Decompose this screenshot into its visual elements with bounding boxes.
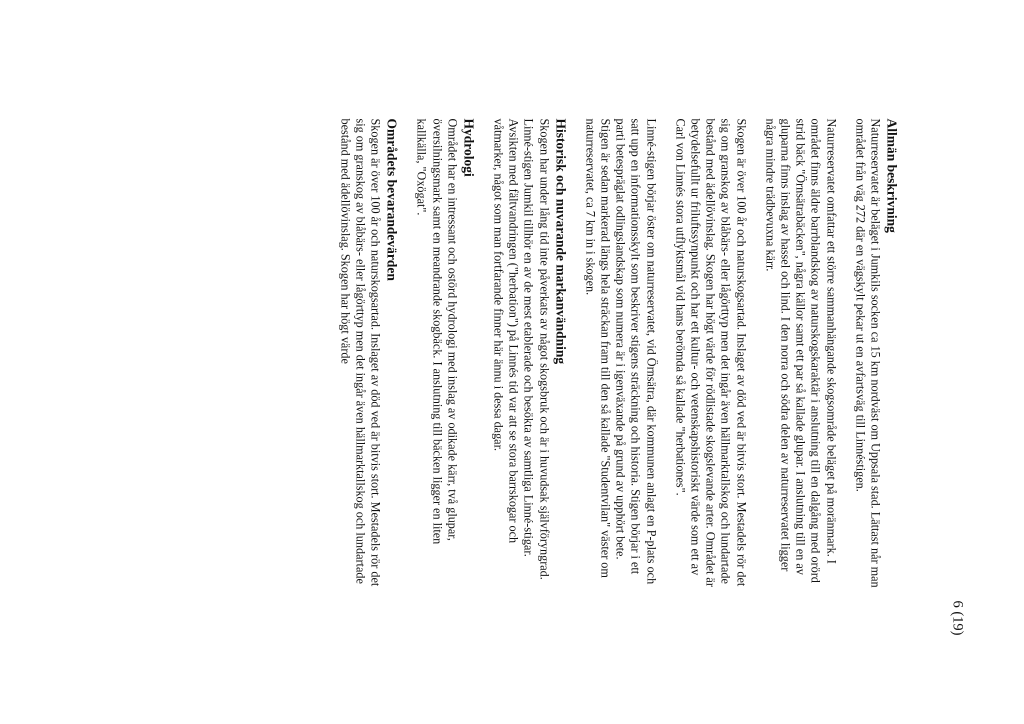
paragraph: Linné-stigen börjar öster om naturreservatet, vid Örnsätra, där kommunen anlagt en P-plats och satt upp en informationsskylt som beskriver stigens sträckning och historia. Stigen börjar i ett parti betespräglat odlingslandskap som numera är i igenväxande på grund av upphört bete. Stigen är sedan markerad längs hela sträckan fram till den så kallade "Studentvilan" väster om naturreservatet, ca 7 km in i skogen. xyxy=(583,118,659,585)
paragraph: Naturreservatet är beläget i Jumkils socken ca 15 km nordväst om Uppsala stad. Lättast når man området från väg 272 där en vägskylt pekar ut en avfartsväg till Linnéstigen. xyxy=(853,118,883,588)
paragraph: Skogen är över 100 år och naturskogsartad. Inslaget av död ved är bitvis stort. Mestadels rör det sig om granskog av blåbärs- eller lågörttyp men det ingår även hällmarktallskog och lundartade bestånd med ädellövinslag. Skogen har högt värde för rödlistade skogslevande arter. Området är betydelsefullt ur friluftssynpunkt och har ett kultur- och vetenskapshistoriskt värde som ett av Carl von Linnés stora utflyktsmål vid hans berömda så kallade "herbationes". xyxy=(673,118,749,587)
document-body xyxy=(323,119,899,589)
paragraph: Skogen har under lång tid inte påverkats av något skogsbruk och är i huvudsak självföryngrad. Linné-stigen Jumkil tillhör en av de mest etablerade och besökta av samtliga Linné-stigar. Avsikten med fältvandringen ("herbation") på Linnés tid var att se stora barrskogar och våtmarker, något som man fortfarande finner här ännu i dessa dagar. xyxy=(491,118,552,580)
section-general-description xyxy=(582,119,899,589)
section-heading: Hydrologi xyxy=(461,118,477,177)
section-heading: Allmän beskrivning xyxy=(884,118,900,233)
page-number: 6 (19) xyxy=(949,600,966,636)
paragraph: Området har en intressant och ostörd hydrologi med inslag av odikade kärr, två glupar, översilningsmark samt en meandrande skogbäck. I anslutning till bäcken ligger en liten kallkälla, "Oxögat". xyxy=(414,118,460,545)
section-conservation-values xyxy=(337,119,400,589)
section-land-use xyxy=(490,119,568,589)
paragraph: Skogen är över 100 år och naturskogsartad. Inslaget av död ved är bitvis stort. Mestadels rör det sig om granskog av blåbärs- eller lågörttyp men det ingår även hällmarktallskog och lundartade bestånd med ädellövinslag. Skogen har högt värde xyxy=(338,118,383,587)
section-heading: Historisk och nuvarande markanvändning xyxy=(553,118,569,365)
paragraph: Naturreservatet omfattar ett större sammanhängande skogsområde beläget på moränmark. I området finns äldre barrblandskog av naturskogskaraktär i anslutning till en dalgång med orörd strid bäck "Örnsätrabäcken", några källor samt ett par så kallade glupar. I anslutning till en av gluparna finns inslag av hassel och lind. I den norra och södra delen av naturreservatet ligger några mindre trädbevuxna kärr. xyxy=(763,118,839,583)
document-page xyxy=(0,1,1024,724)
section-heading: Områdets bevarandevärden xyxy=(384,118,400,281)
section-hydrology xyxy=(414,119,477,589)
